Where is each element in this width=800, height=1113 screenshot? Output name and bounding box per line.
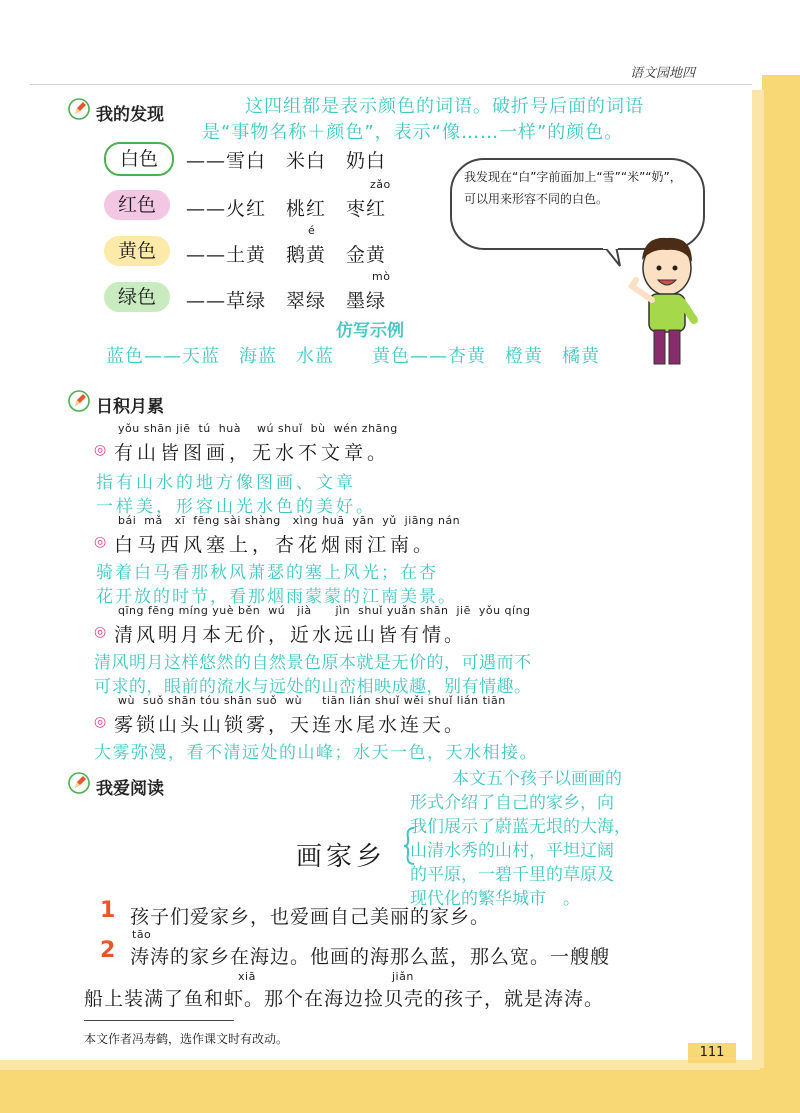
footnote: 本文作者冯寿鹤，选作课文时有改动。 — [84, 1032, 289, 1046]
book-edge-right-inner — [752, 90, 764, 1080]
section-title-discovery: 我的发现 — [96, 105, 164, 125]
idiom-annotation: 骑着白马看那秋风萧瑟的塞上风光；在杏 — [96, 563, 438, 583]
color-badge-yellow: 黄色 — [104, 236, 170, 266]
reading-annotation-line: 形式介绍了自己的家乡，向 — [410, 793, 614, 813]
idiom-annotation: 大雾弥漫，看不清远处的山峰；水天一色，天水相接。 — [94, 743, 538, 763]
reading-annotation-line: 现代化的繁华城市 。 — [410, 889, 580, 909]
color-words-green: ——草绿 翠绿 墨绿 — [186, 290, 387, 312]
paragraph-text: 船上装满了鱼和虾。那个在海边捡贝壳的孩子，就是涛涛。 — [84, 988, 605, 1010]
discovery-annotation-line1: 这四组都是表示颜色的词语。破折号后面的词语 — [245, 96, 644, 117]
pencil-icon — [68, 772, 90, 794]
footnote-divider — [84, 1020, 234, 1021]
idiom-annotation: 指有山水的地方像图画、文章 — [96, 473, 356, 493]
idiom-pinyin: bái mǎ xī fēng sài shàng xìng huā yān yǔ jiāng nán — [118, 514, 461, 527]
header-divider — [30, 84, 752, 85]
bullet-icon: ◎ — [94, 624, 107, 640]
page-header-title: 语文园地四 — [630, 66, 696, 81]
bullet-icon: ◎ — [94, 714, 107, 730]
color-badge-white: 白色 — [104, 142, 174, 176]
pencil-icon — [68, 390, 90, 412]
idiom-text: 有山皆图画，无水不文章。 — [114, 442, 391, 464]
book-edge-bottom — [0, 1068, 800, 1113]
idiom-annotation: 花开放的时节，看那烟雨蒙蒙的江南美景。 — [96, 587, 457, 607]
pinyin-jian: jiǎn — [392, 970, 414, 983]
paragraph-number: 1 — [100, 898, 116, 923]
discovery-annotation-line2: 是“事物名称＋颜色”，表示“像……一样”的颜色。 — [202, 122, 624, 143]
paragraph-number: 2 — [100, 938, 116, 963]
cartoon-boy-icon — [622, 230, 710, 370]
pinyin-xia: xiā — [238, 970, 256, 983]
speech-bubble-text: 我发现在“白”字前面加上“雪”“米”“奶”，可以用来形容不同的白色。 — [464, 170, 682, 206]
pinyin-mo: mò — [372, 270, 391, 283]
bullet-icon: ◎ — [94, 442, 107, 458]
example-title: 仿写示例 — [336, 321, 404, 341]
paragraph-text: 涛涛的家乡在海边。他画的海那么蓝，那么宽。一艘艘 — [130, 946, 611, 968]
pinyin-zao: zǎo — [370, 178, 391, 191]
pinyin-tao: tāo — [132, 928, 152, 941]
color-badge-green: 绿色 — [104, 282, 170, 312]
pencil-icon — [68, 98, 90, 120]
section-title-love-reading: 我爱阅读 — [96, 779, 164, 799]
idiom-annotation: 清风明月这样悠然的自然景色原本就是无价的，可遇而不 — [94, 653, 532, 673]
story-title: 画家乡 — [296, 842, 387, 872]
reading-annotation-line: 山清水秀的山村，平坦辽阔 — [410, 841, 614, 861]
book-edge-right — [762, 75, 800, 1075]
bullet-icon: ◎ — [94, 534, 107, 550]
idiom-pinyin: qīng fēng míng yuè běn wú jià jìn shuǐ yuǎn shān jiē yǒu qíng — [118, 604, 531, 617]
reading-annotation-line: 本文五个孩子以画画的 — [452, 769, 622, 789]
reading-annotation-line: 我们展示了蔚蓝无垠的大海， — [410, 817, 631, 837]
pinyin-e: é — [308, 224, 316, 237]
example-line: 蓝色——天蓝 海蓝 水蓝 黄色——杏黄 橙黄 橘黄 — [106, 346, 600, 367]
idiom-text: 雾锁山头山锁雾，天连水尾水连天。 — [114, 714, 467, 736]
paragraph-text: 孩子们爱家乡，也爱画自己美丽的家乡。 — [130, 906, 491, 928]
idiom-text: 清风明月本无价，近水远山皆有情。 — [114, 624, 467, 646]
idiom-annotation: 可求的，眼前的流水与远处的山峦相映成趣，别有情趣。 — [94, 677, 532, 697]
color-words-yellow: ——土黄 鹅黄 金黄 — [186, 244, 387, 266]
page-number: 111 — [688, 1043, 736, 1063]
brace-icon — [402, 826, 416, 866]
section-title-daily-accumulation: 日积月累 — [96, 397, 164, 417]
color-words-red: ——火红 桃红 枣红 — [186, 198, 387, 220]
idiom-pinyin: yǒu shān jiē tú huà wú shuǐ bù wén zhāng — [118, 422, 398, 435]
idiom-text: 白马西风塞上，杏花烟雨江南。 — [114, 534, 437, 556]
color-badge-red: 红色 — [104, 190, 170, 220]
color-words-white: ——雪白 米白 奶白 — [186, 150, 387, 172]
idiom-annotation: 一样美，形容山光水色的美好。 — [96, 497, 376, 517]
idiom-pinyin: wù suǒ shān tóu shān suǒ wù tiān lián shuǐ wěi shuǐ lián tiān — [118, 694, 506, 707]
reading-annotation-line: 的平原，一碧千里的草原及 — [410, 865, 614, 885]
